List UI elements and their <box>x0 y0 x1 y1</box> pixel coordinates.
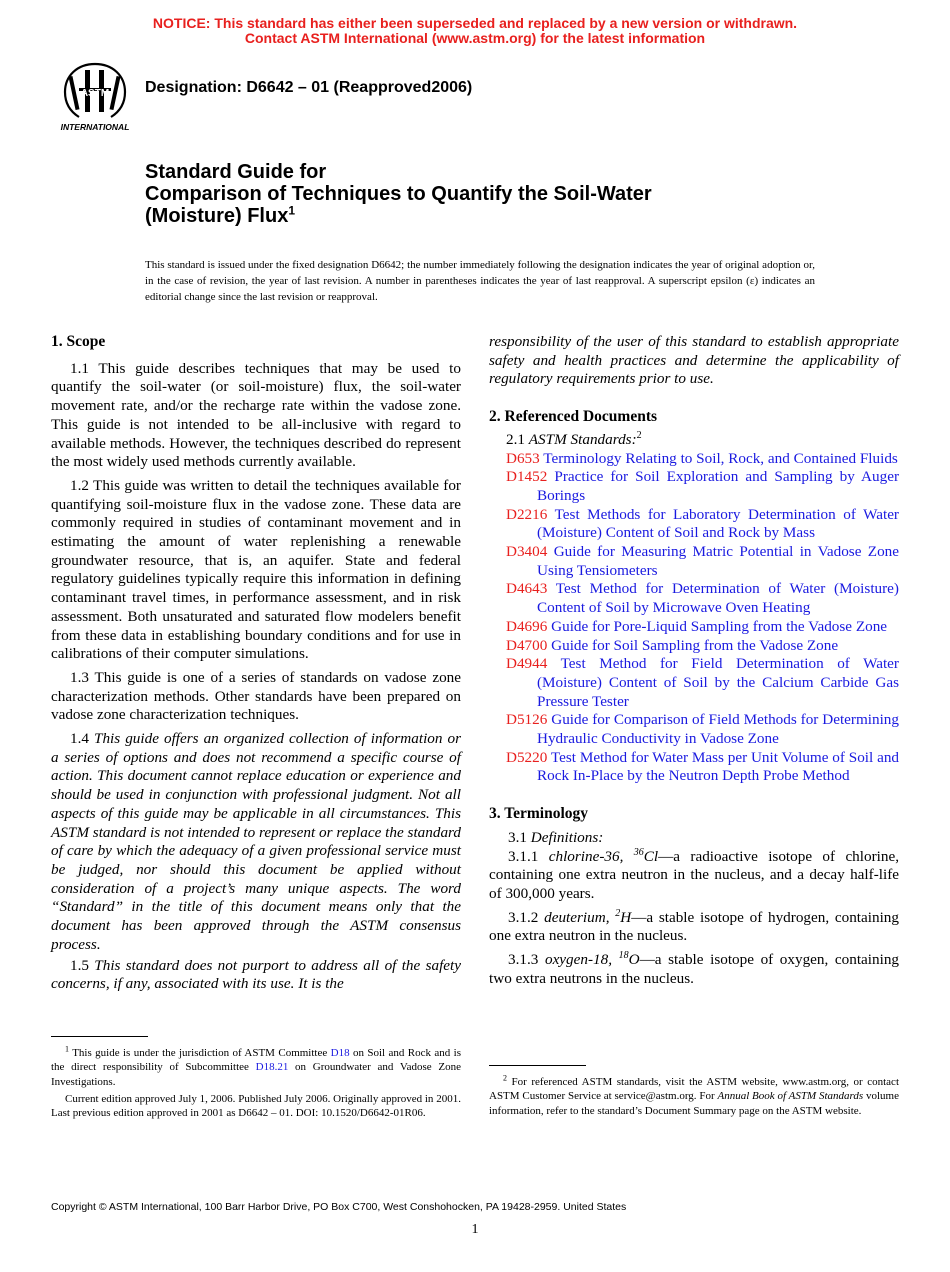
scope-paragraph-1-3: 1.3 This guide is one of a series of standards on vadose zone characterization methods. Other standards have been prepared on vadose zone characterization techniques. <box>51 668 461 724</box>
term-3-symbol: O <box>628 951 640 969</box>
term-2-superscript: 2 <box>615 907 621 919</box>
reference-code-link[interactable]: D5126 <box>506 711 548 729</box>
term-oxygen-18 <box>489 951 899 988</box>
reference-item <box>506 450 899 469</box>
document-title <box>145 161 845 227</box>
reference-item <box>506 506 899 543</box>
scope-1-5-text-a: This standard does not purport to address all of the safety concerns, if any, associated with its use. It is the <box>51 956 461 993</box>
definitions-label: Definitions: <box>530 828 604 846</box>
reference-item <box>506 580 899 617</box>
subcommittee-d18-21-link[interactable]: D18.21 <box>255 1061 289 1074</box>
footnote-2-book-title: Annual Book of ASTM Standards <box>717 1090 864 1103</box>
astm-standards-subheading <box>489 431 899 450</box>
astm-logo <box>55 60 135 132</box>
term-3-number: 3.1.3 <box>508 951 545 969</box>
astm-standards-label: ASTM Standards: <box>528 430 637 448</box>
reference-title-link[interactable]: Test Method for Water Mass per Unit Volume of Soil and Rock In-Place by the Neutron Depth Probe Method <box>537 748 900 785</box>
scope-1-4-number: 1.4 <box>70 730 95 748</box>
term-3-definition: —a stable isotope of oxygen, containing two extra neutrons in the nucleus. <box>489 951 900 987</box>
title-line-1: Standard Guide for <box>145 161 327 183</box>
reference-title-link[interactable]: Guide for Soil Sampling from the Vadose Zone <box>551 636 839 654</box>
notice-line-1: NOTICE: This standard has either been superseded and replaced by a new version or withdrawn. <box>152 15 798 31</box>
term-1-definition: —a radioactive isotope of chlorine, containing one extra neutron in the nucleus, and a decay half-life of 300,000 years. <box>489 847 899 902</box>
scope-1-5-number: 1.5 <box>70 956 95 974</box>
term-2-name: deuterium, <box>544 908 616 926</box>
footnote-rule-right <box>489 1065 586 1066</box>
reference-title-link[interactable]: Guide for Comparison of Field Methods for Determining Hydraulic Conductivity in Vadose Zone <box>537 711 899 748</box>
term-3-superscript: 18 <box>618 950 629 962</box>
committee-d18-link[interactable]: D18 <box>330 1047 350 1059</box>
reference-item <box>506 543 899 580</box>
section-heading-scope: 1. Scope <box>51 333 106 350</box>
reference-code-link[interactable]: D653 <box>506 449 540 467</box>
definitions-subheading <box>489 829 899 848</box>
footnote-2-mark: 2 <box>503 1073 507 1083</box>
logo-bottom-text: INTERNATIONAL <box>60 122 130 132</box>
footnote-2 <box>489 1075 899 1118</box>
reference-title-link[interactable]: Guide for Measuring Matric Potential in Vadose Zone Using Tensiometers <box>537 543 900 579</box>
notice-line-2: Contact ASTM International (www.astm.org) for the latest information <box>244 30 706 46</box>
reference-item <box>506 655 899 711</box>
section-heading-references: 2. Referenced Documents <box>489 408 658 426</box>
footnote-1-paragraph-2: Current edition approved July 1, 2006. Published July 2006. Originally approved in 2001. Last previous edition approved in 2001 as D6642 – 01. DOI: 10.1520/D6642-01R06. <box>51 1092 461 1120</box>
reference-title-link[interactable]: Practice for Soil Exploration and Sampling by Auger Borings <box>537 468 899 504</box>
reference-code-link[interactable]: D1452 <box>506 468 548 486</box>
footnote-1 <box>51 1046 461 1120</box>
issued-note: This standard is issued under the fixed designation D6642; the number immediately following the designation indicates the year of original adoption or, in the case of revision, the year of last revision. A number in parentheses indicates the year of last reapproval. A superscript epsilon (ε) indicates an editorial change since the last revision or reapproval. <box>145 259 815 303</box>
scope-1-5-text-b: responsibility of the user of this standard to establish appropriate safety and health practices and determine the applicability of regulatory requirements prior to use. <box>489 333 899 388</box>
copyright-line: Copyright © ASTM International, 100 Barr Harbor Drive, PO Box C700, West Conshohocken, PA 19428-2959. United States <box>51 1201 627 1213</box>
designation: Designation: D6642 – 01 (Reapproved2006) <box>145 79 473 96</box>
term-2-number: 3.1.2 <box>508 908 545 926</box>
term-1-symbol: Cl <box>643 847 659 865</box>
reference-item <box>506 637 899 656</box>
term-1-name: chlorine-36, <box>548 847 634 865</box>
scope-paragraph-1-1: 1.1 This guide describes techniques that may be used to quantify the soil-water (or soil-moisture) flux, the soil-water movement rate, and/or the recharge rate within the vadose zone. This guide is not intended to be all-inclusive with regard to available methods. However, the techniques described do represent the most widely used methods currently available. <box>51 359 461 471</box>
scope-paragraph-1-2: 1.2 This guide was written to detail the techniques available for quantifying soil-moisture flux in the vadose zone. These data are commonly required in studies of contaminant movement and in estimating the amount of water replenishing a renewable groundwater resource, that is, an aquifer. State and federal regulatory guidelines typically require this information in defining contaminant travel times, in performance assessment, and in risk assessment. Both unsaturated and saturated flow modelers benefit from these data in establishing boundary conditions and for use in calibrations of their computer simulations. <box>51 476 461 663</box>
footnote-1-text-c: on Groundwater and Vadose Zone Investigations. <box>51 1061 461 1088</box>
term-3-name: oxygen-18, <box>544 951 619 969</box>
left-column <box>51 333 461 994</box>
title-line-3: (Moisture) Flux <box>145 205 289 227</box>
reference-item <box>506 618 899 637</box>
footnote-1-mark: 1 <box>65 1044 69 1054</box>
reference-title-link[interactable]: Guide for Pore-Liquid Sampling from the Vadose Zone <box>551 617 888 635</box>
term-2-symbol: H <box>620 908 632 926</box>
reference-item <box>506 468 899 505</box>
page-number: 1 <box>471 1222 479 1237</box>
reference-title-link[interactable]: Test Methods for Laboratory Determination of Water (Moisture) Content of Soil and Rock by Mass <box>537 505 899 542</box>
footnote-1-text-b: on Soil and Rock and is the direct responsibility of Subcommittee <box>51 1047 461 1074</box>
footnote-2-text-b: volume information, refer to the standard’s Document Summary page on the ASTM website. <box>489 1090 899 1117</box>
reference-code-link[interactable]: D4700 <box>506 636 548 654</box>
footnote-2-text-a: For referenced ASTM standards, visit the ASTM website, www.astm.org, or contact ASTM Customer Service at service@astm.org. For <box>489 1076 899 1103</box>
reference-item <box>506 711 899 748</box>
right-column <box>489 333 899 989</box>
astm-standards-footnote-mark[interactable]: 2 <box>636 429 642 441</box>
reference-code-link[interactable]: D4696 <box>506 617 548 635</box>
footnote-2-paragraph <box>489 1075 899 1118</box>
footnote-1-paragraph-1 <box>51 1046 461 1089</box>
scope-paragraph-1-5 <box>51 957 461 994</box>
term-1-superscript: 36 <box>633 846 644 858</box>
notice-banner <box>0 16 950 46</box>
reference-code-link[interactable]: D4944 <box>506 655 548 673</box>
footnote-1-text-a: This guide is under the jurisdiction of ASTM Committee <box>69 1047 331 1059</box>
reference-code-link[interactable]: D2216 <box>506 505 548 523</box>
reference-title-link[interactable]: Terminology Relating to Soil, Rock, and Contained Fluids <box>543 449 898 467</box>
reference-title-link[interactable]: Test Method for Determination of Water (Moisture) Content of Soil by Microwave Oven Heating <box>537 580 899 617</box>
title-footnote-mark[interactable]: 1 <box>288 203 296 218</box>
reference-code-link[interactable]: D4643 <box>506 580 548 598</box>
scope-1-4-text: This guide offers an organized collection of information or a series of options and does not recommend a specific course of action. This document cannot replace education or experience and should be used in conjunction with professional judgment. Not all aspects of this guide may be applicable in all circumstances. This ASTM standard is not intended to represent or replace the standard of care by which the adequacy of a given professional service must be judged, nor should this document be applied without consideration of a project’s many unique aspects. The word “Standard” in the title of this document means only that the document has been approved through the ASTM consensus process. <box>51 730 462 953</box>
term-chlorine-36 <box>489 848 899 904</box>
term-2-definition: —a stable isotope of hydrogen, containing one extra neutron in the nucleus. <box>489 908 899 945</box>
term-deuterium <box>489 909 899 946</box>
astm-standards-number: 2.1 <box>506 430 529 448</box>
reference-code-link[interactable]: D3404 <box>506 543 548 561</box>
title-line-2: Comparison of Techniques to Quantify the Soil-Water <box>145 183 652 205</box>
reference-title-link[interactable]: Test Method for Field Determination of Water (Moisture) Content of Soil by the Calcium Carbide Gas Pressure Tester <box>537 655 899 710</box>
section-heading-terminology: 3. Terminology <box>489 805 589 823</box>
definitions-number: 3.1 <box>508 828 531 846</box>
logo-top-text: ASTM <box>80 88 110 99</box>
footnote-rule-left <box>51 1036 148 1037</box>
reference-list <box>489 450 899 787</box>
term-1-number: 3.1.1 <box>508 847 549 865</box>
scope-paragraph-1-4 <box>51 730 461 954</box>
reference-code-link[interactable]: D5220 <box>506 748 548 766</box>
reference-item <box>506 749 899 786</box>
